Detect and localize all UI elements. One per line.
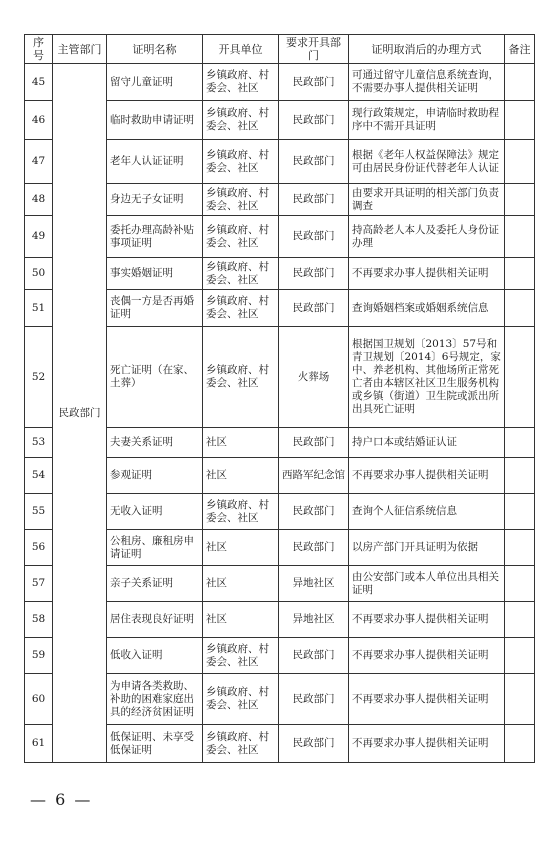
certificate-table (24, 34, 535, 763)
issuing-unit: 乡镇政府、村委会、社区 (203, 64, 279, 101)
certificate-name: 夫妻关系证明 (107, 428, 203, 458)
issuing-unit: 社区 (203, 458, 279, 494)
issuing-unit: 乡镇政府、村委会、社区 (203, 184, 279, 216)
requesting-department: 异地社区 (279, 566, 349, 602)
issuing-unit: 乡镇政府、村委会、社区 (203, 638, 279, 674)
note-cell (505, 725, 535, 763)
issuing-unit: 社区 (203, 566, 279, 602)
handling-method: 根据国卫规划〔2013〕57号和青卫规划〔2014〕6号规定，家中、养老机构、其他场所正常死亡者由本辖区社区卫生服务机构或乡镇（街道）卫生院或派出所出具死亡证明 (349, 327, 505, 428)
note-cell (505, 494, 535, 530)
table-body (25, 64, 535, 763)
page-number: — 6 — (30, 790, 93, 809)
row-number: 49 (25, 216, 53, 258)
handling-method: 不再要求办事人提供相关证明 (349, 638, 505, 674)
requesting-department: 民政部门 (279, 494, 349, 530)
handling-method: 不再要求办事人提供相关证明 (349, 725, 505, 763)
note-cell (505, 258, 535, 290)
row-number: 54 (25, 458, 53, 494)
note-cell (505, 327, 535, 428)
row-number: 56 (25, 530, 53, 566)
row-number: 51 (25, 290, 53, 327)
handling-method: 可通过留守儿童信息系统查询，不需要办事人提供相关证明 (349, 64, 505, 101)
note-cell (505, 101, 535, 140)
certificate-name: 无收入证明 (107, 494, 203, 530)
row-number: 55 (25, 494, 53, 530)
header-handling: 证明取消后的办理方式 (349, 35, 505, 64)
certificate-name: 临时救助申请证明 (107, 101, 203, 140)
requesting-department: 民政部门 (279, 101, 349, 140)
header-certificate-name: 证明名称 (107, 35, 203, 64)
handling-method: 不再要求办事人提供相关证明 (349, 458, 505, 494)
handling-method: 由公安部门或本人单位出具相关证明 (349, 566, 505, 602)
note-cell (505, 674, 535, 725)
requesting-department: 民政部门 (279, 258, 349, 290)
requesting-department: 民政部门 (279, 216, 349, 258)
row-number: 45 (25, 64, 53, 101)
issuing-unit: 乡镇政府、村委会、社区 (203, 327, 279, 428)
header-issuer: 开具单位 (203, 35, 279, 64)
handling-method: 持户口本或结婚证认证 (349, 428, 505, 458)
row-number: 61 (25, 725, 53, 763)
certificate-name: 亲子关系证明 (107, 566, 203, 602)
requesting-department: 民政部门 (279, 725, 349, 763)
certificate-name: 身边无子女证明 (107, 184, 203, 216)
requesting-department: 民政部门 (279, 428, 349, 458)
certificate-name: 居住表现良好证明 (107, 602, 203, 638)
issuing-unit: 乡镇政府、村委会、社区 (203, 258, 279, 290)
handling-method: 不再要求办事人提供相关证明 (349, 674, 505, 725)
certificate-name: 公租房、廉租房申请证明 (107, 530, 203, 566)
note-cell (505, 140, 535, 184)
handling-method: 不再要求办事人提供相关证明 (349, 258, 505, 290)
note-cell (505, 428, 535, 458)
handling-method: 由要求开具证明的相关部门负责调查 (349, 184, 505, 216)
certificate-name: 为申请各类救助、补助的困难家庭出具的经济贫困证明 (107, 674, 203, 725)
certificate-name: 低收入证明 (107, 638, 203, 674)
certificate-name: 留守儿童证明 (107, 64, 203, 101)
issuing-unit: 乡镇政府、村委会、社区 (203, 140, 279, 184)
note-cell (505, 216, 535, 258)
handling-method: 查询婚姻档案或婚姻系统信息 (349, 290, 505, 327)
requesting-department: 异地社区 (279, 602, 349, 638)
issuing-unit: 乡镇政府、村委会、社区 (203, 725, 279, 763)
handling-method: 不再要求办事人提供相关证明 (349, 602, 505, 638)
note-cell (505, 64, 535, 101)
handling-method: 根据《老年人权益保障法》规定可由居民身份证代替老年人认证 (349, 140, 505, 184)
handling-method: 查询个人征信系统信息 (349, 494, 505, 530)
row-number: 47 (25, 140, 53, 184)
requesting-department: 西路军纪念馆 (279, 458, 349, 494)
row-number: 60 (25, 674, 53, 725)
certificate-name: 委托办理高龄补贴事项证明 (107, 216, 203, 258)
note-cell (505, 184, 535, 216)
requesting-department: 民政部门 (279, 64, 349, 101)
issuing-unit: 乡镇政府、村委会、社区 (203, 101, 279, 140)
handling-method: 以房产部门开具证明为依据 (349, 530, 505, 566)
row-number: 48 (25, 184, 53, 216)
certificate-name: 低保证明、未享受低保证明 (107, 725, 203, 763)
handling-method: 持高龄老人本人及委托人身份证办理 (349, 216, 505, 258)
row-number: 50 (25, 258, 53, 290)
certificate-name: 事实婚姻证明 (107, 258, 203, 290)
table-header-row (25, 35, 535, 64)
issuing-unit: 社区 (203, 602, 279, 638)
note-cell (505, 530, 535, 566)
table-row (25, 64, 535, 101)
issuing-unit: 乡镇政府、村委会、社区 (203, 494, 279, 530)
requesting-department: 民政部门 (279, 140, 349, 184)
note-cell (505, 638, 535, 674)
department-cell: 民政部门 (53, 64, 107, 763)
header-requesting-dept: 要求开具部门 (279, 35, 349, 64)
note-cell (505, 602, 535, 638)
header-department: 主管部门 (53, 35, 107, 64)
row-number: 53 (25, 428, 53, 458)
requesting-department: 民政部门 (279, 184, 349, 216)
row-number: 52 (25, 327, 53, 428)
requesting-department: 民政部门 (279, 530, 349, 566)
header-note: 备注 (505, 35, 535, 64)
issuing-unit: 乡镇政府、村委会、社区 (203, 290, 279, 327)
note-cell (505, 290, 535, 327)
requesting-department: 民政部门 (279, 290, 349, 327)
row-number: 58 (25, 602, 53, 638)
certificate-table-container (24, 34, 534, 763)
issuing-unit: 社区 (203, 530, 279, 566)
requesting-department: 民政部门 (279, 638, 349, 674)
note-cell (505, 458, 535, 494)
certificate-name: 丧偶一方是否再婚证明 (107, 290, 203, 327)
note-cell (505, 566, 535, 602)
row-number: 57 (25, 566, 53, 602)
certificate-name: 老年人认证证明 (107, 140, 203, 184)
requesting-department: 火葬场 (279, 327, 349, 428)
row-number: 59 (25, 638, 53, 674)
header-no: 序号 (25, 35, 53, 64)
issuing-unit: 社区 (203, 428, 279, 458)
certificate-name: 参观证明 (107, 458, 203, 494)
certificate-name: 死亡证明（在家、土葬） (107, 327, 203, 428)
issuing-unit: 乡镇政府、村委会、社区 (203, 216, 279, 258)
issuing-unit: 乡镇政府、村委会、社区 (203, 674, 279, 725)
requesting-department: 民政部门 (279, 674, 349, 725)
row-number: 46 (25, 101, 53, 140)
handling-method: 现行政策规定，申请临时救助程序中不需开具证明 (349, 101, 505, 140)
